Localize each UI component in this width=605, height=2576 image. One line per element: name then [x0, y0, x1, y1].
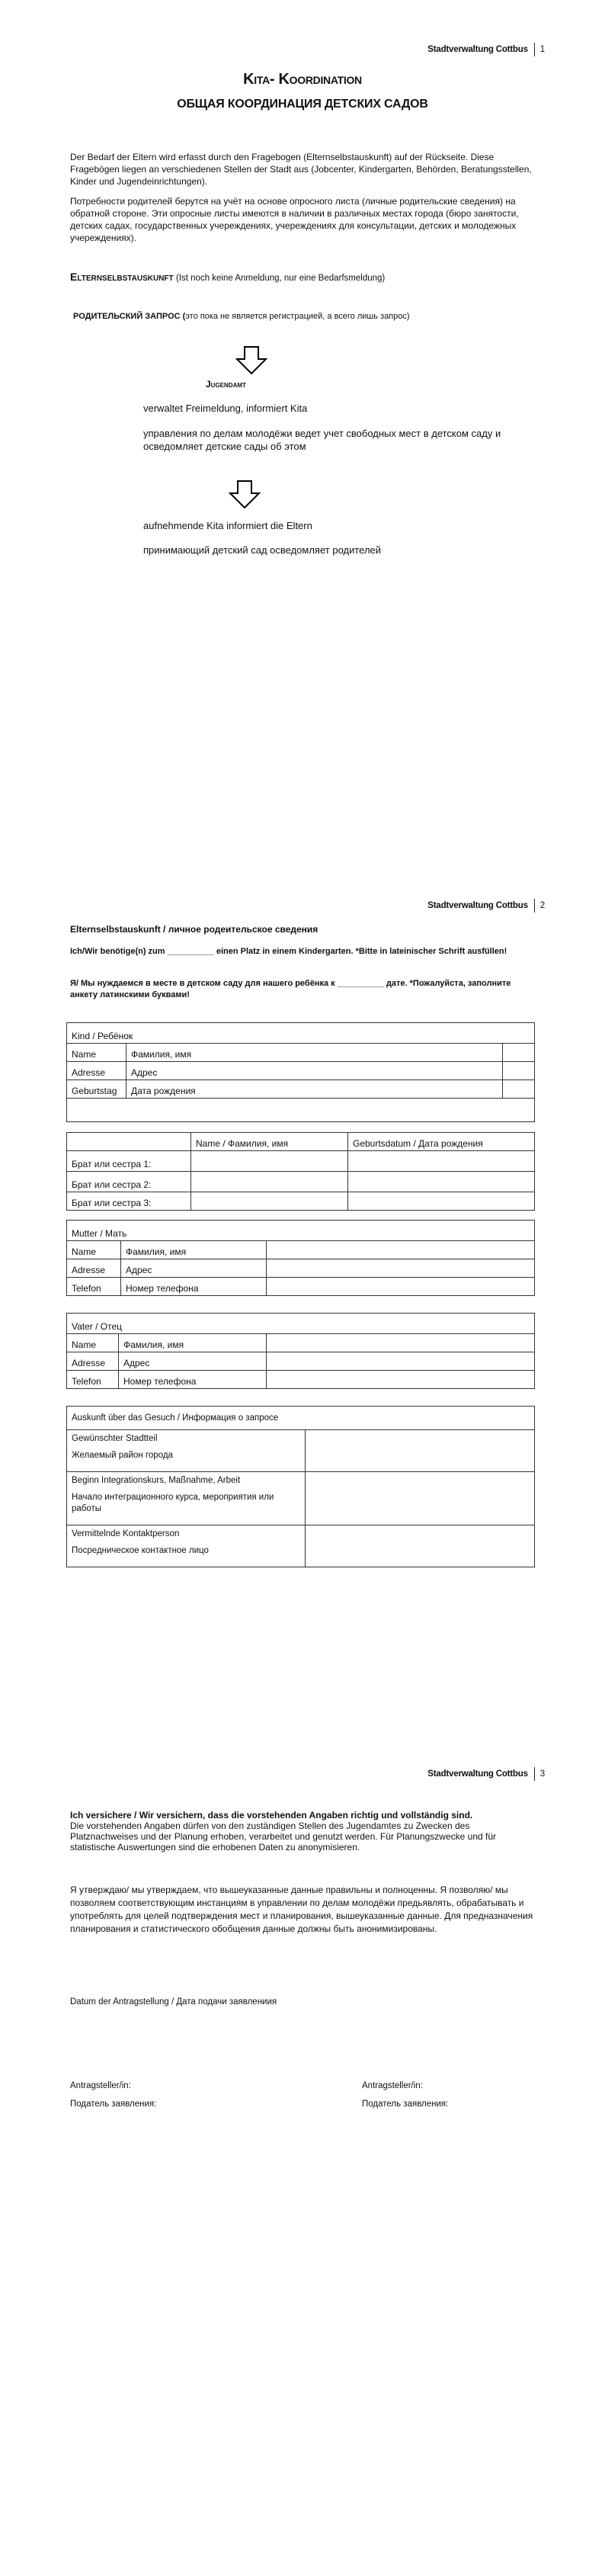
page-header — [427, 43, 545, 56]
district-label — [67, 1430, 306, 1472]
confirmation-de — [70, 1810, 535, 1853]
siblings-header-name: Name / Фамилия, имя — [191, 1133, 348, 1151]
signer-2-label-ru: Податель заявления: — [362, 2100, 449, 2109]
header-divider — [534, 899, 535, 913]
page-2 — [0, 856, 605, 1712]
signer-1 — [70, 2080, 261, 2110]
mother-phone-label-ru: Номер телефона — [121, 1278, 267, 1296]
step1-ru — [73, 310, 538, 322]
application-date-label: Datum der Antragstellung / Дата подачи заявлениия — [70, 1997, 277, 2007]
father-phone-label-de: Telefon — [67, 1371, 119, 1389]
page-number: 1 — [539, 45, 545, 54]
child-name-field[interactable] — [503, 1044, 535, 1062]
org-name: Stadtverwaltung Cottbus — [427, 901, 528, 910]
father-table-title: Vater / Отец — [67, 1314, 535, 1334]
title-de: Kita- Koordination — [243, 71, 362, 88]
page-header — [427, 899, 545, 913]
form-heading: Elternselbstauskunft / личное родеительское сведения — [70, 924, 319, 935]
page-header — [427, 1767, 545, 1781]
intro-ru: Потребности родителей берутся на учёт на основе опросного листа (личные родительские сведения) на обратной стороне. Эти опросные листы имеются в наличии в различных местах города (бюро занятости, детских садах, государственных учереждениях, учереждениях для консультации, детских и молодежных учереждениях). — [70, 196, 519, 243]
father-address-label-de: Adresse — [67, 1352, 119, 1371]
org-name: Stadtverwaltung Cottbus — [427, 1769, 528, 1779]
father-name-label-ru: Фамилия, имя — [119, 1334, 267, 1352]
father-phone-field[interactable] — [267, 1371, 535, 1389]
down-arrow-icon — [235, 346, 267, 375]
child-address-field[interactable] — [503, 1062, 535, 1080]
header-divider — [534, 43, 535, 56]
child-birthday-label-de: Geburtstag — [67, 1080, 126, 1099]
district-field[interactable] — [306, 1430, 535, 1472]
sibling-2-name-field[interactable] — [191, 1172, 348, 1192]
father-name-field[interactable] — [267, 1334, 535, 1352]
sibling-1-label: Брат или сестра 1: — [67, 1151, 191, 1172]
step2-ru: управления по делам молодёжи ведет учет свободных мест в детском саду и осведомляет детские сады об этом — [143, 428, 501, 452]
start-label-de: Beginn Integrationskurs, Maßnahme, Arbeit — [72, 1476, 241, 1485]
father-table — [66, 1313, 535, 1389]
mother-phone-label-de: Telefon — [67, 1278, 121, 1296]
start-label-ru: Начало интеграционного курса, мероприятия или работы — [72, 1493, 274, 1513]
mother-address-field[interactable] — [267, 1259, 535, 1278]
signer-1-label-de: Antragsteller/in: — [70, 2081, 131, 2090]
signer-2 — [362, 2080, 530, 2110]
need-ru: Я/ Мы нуждаемся в месте в детском саду для нашего ребёнка к __________ дате. *Пожалуйста, заполните анкету латинскими буквами! — [70, 979, 511, 999]
step1-note-ru: это пока не является регистрацией, а всего лишь запрос) — [185, 312, 410, 321]
father-name-label-de: Name — [67, 1334, 119, 1352]
sibling-3-label: Брат или сестра 3: — [67, 1192, 191, 1211]
child-name-label-ru: Фамилия, имя — [126, 1044, 503, 1062]
siblings-header-dob: Geburtsdatum / Дата рождения — [348, 1133, 535, 1151]
district-label-ru: Желаемый район города — [72, 1451, 173, 1460]
confirmation-text-de: Die vorstehenden Angaben dürfen von den zuständigen Stellen des Jugendamtes zu Zwecken des Platznachweises und der Planung erhoben, verarbeitet und genutzt werden. Für Planungszwecke und für statistische Auswertungen sind die erhobenen Daten zu anonymisieren. — [70, 1821, 497, 1853]
contact-label-ru: Посредническое контактное лицо — [72, 1546, 209, 1555]
father-address-field[interactable] — [267, 1352, 535, 1371]
sibling-2-dob-field[interactable] — [348, 1172, 535, 1192]
siblings-table — [66, 1132, 535, 1211]
page-3 — [0, 1712, 605, 2576]
down-arrow-icon — [229, 480, 261, 509]
title-ru: ОБЩАЯ КООРДИНАЦИЯ ДЕТСКИХ САДОВ — [177, 98, 428, 111]
mother-name-field[interactable] — [267, 1241, 535, 1259]
siblings-header-empty — [67, 1133, 191, 1151]
step1-label-ru: РОДИТЕЛЬСКИЙ ЗАПРОС ( — [73, 312, 186, 321]
child-address-label-de: Adresse — [67, 1062, 126, 1080]
page-1 — [0, 0, 605, 856]
signer-2-label-de: Antragsteller/in: — [362, 2081, 423, 2090]
step1-note-de: (Ist noch keine Anmeldung, nur eine Bedarfsmeldung) — [175, 274, 386, 283]
signer-1-label-ru: Податель заявления: — [70, 2100, 157, 2109]
step1-de — [70, 271, 535, 284]
intro-de: Der Bedarf der Eltern wird erfasst durch den Fragebogen (Elternselbstauskunft) auf der Rückseite. Diese Fragebögen liegen an verschiedenen Stellen der Stadt aus (Jobcenter, Kindergarten, Behörden, Beratungsstellen, Kinder und Jugendeinrichtungen). — [70, 152, 532, 187]
confirmation-ru: Я утверждаю/ мы утверждаем, что вышеуказанные данные правильны и полноценны. Я позволяю/ мы позволяем соответствующим инстанциям в управлении по делам молодёжи предьявлять, обрабатывать и употреблять для целей подтверждения мест и планирования, вышеуказанные данные. Для предназначения планирования и статистического обобщения данные должны быть анонимизированы. — [70, 1885, 533, 1934]
mother-name-label-de: Name — [67, 1241, 121, 1259]
spacer-row — [67, 1099, 535, 1122]
contact-field[interactable] — [306, 1525, 535, 1567]
mother-address-label-de: Adresse — [67, 1259, 121, 1278]
start-label — [67, 1472, 306, 1525]
child-name-label-de: Name — [67, 1044, 126, 1062]
request-info-table — [66, 1406, 535, 1567]
child-birthday-label-ru: Дата рождения — [126, 1080, 503, 1099]
step3-ru: принимающий детский сад осведомляет родителей — [143, 544, 382, 556]
father-phone-label-ru: Номер телефона — [119, 1371, 267, 1389]
page-number: 2 — [539, 901, 545, 910]
child-table-title: Kind / Ребёнок — [67, 1023, 535, 1044]
contact-label — [67, 1525, 306, 1567]
mother-table-title: Mutter / Мать — [67, 1221, 535, 1241]
request-info-title: Auskunft über das Gesuch / Информация о запросе — [67, 1407, 535, 1430]
step2-de: verwaltet Freimeldung, informiert Kita — [143, 403, 308, 414]
mother-table — [66, 1220, 535, 1296]
sibling-1-dob-field[interactable] — [348, 1151, 535, 1172]
header-divider — [534, 1767, 535, 1781]
confirmation-bold: Ich versichere / Wir versichern, dass die vorstehenden Angaben richtig und vollständig sind. — [70, 1810, 473, 1821]
mother-phone-field[interactable] — [267, 1278, 535, 1296]
sibling-3-dob-field[interactable] — [348, 1192, 535, 1211]
org-name: Stadtverwaltung Cottbus — [427, 45, 528, 54]
step3-de: aufnehmende Kita informiert die Eltern — [143, 520, 312, 531]
sibling-3-name-field[interactable] — [191, 1192, 348, 1211]
child-table — [66, 1022, 535, 1122]
sibling-2-label: Брат или сестра 2: — [67, 1172, 191, 1192]
child-birthday-field[interactable] — [503, 1080, 535, 1099]
mother-name-label-ru: Фамилия, имя — [121, 1241, 267, 1259]
sibling-1-name-field[interactable] — [191, 1151, 348, 1172]
step1-label-de: Elternselbstauskunft — [70, 271, 174, 283]
district-label-de: Gewünschter Stadtteil — [72, 1434, 158, 1443]
start-field[interactable] — [306, 1472, 535, 1525]
child-address-label-ru: Адрес — [126, 1062, 503, 1080]
mother-address-label-ru: Адрес — [121, 1259, 267, 1278]
contact-label-de: Vermittelnde Kontaktperson — [72, 1529, 180, 1538]
page-number: 3 — [539, 1769, 545, 1779]
need-de: Ich/Wir benötige(n) zum __________ einen Platz in einem Kindergarten. *Bitte in lateinischer Schrift ausfüllen! — [70, 947, 507, 956]
step2-label: Jugendamt — [206, 379, 246, 390]
father-address-label-ru: Адрес — [119, 1352, 267, 1371]
